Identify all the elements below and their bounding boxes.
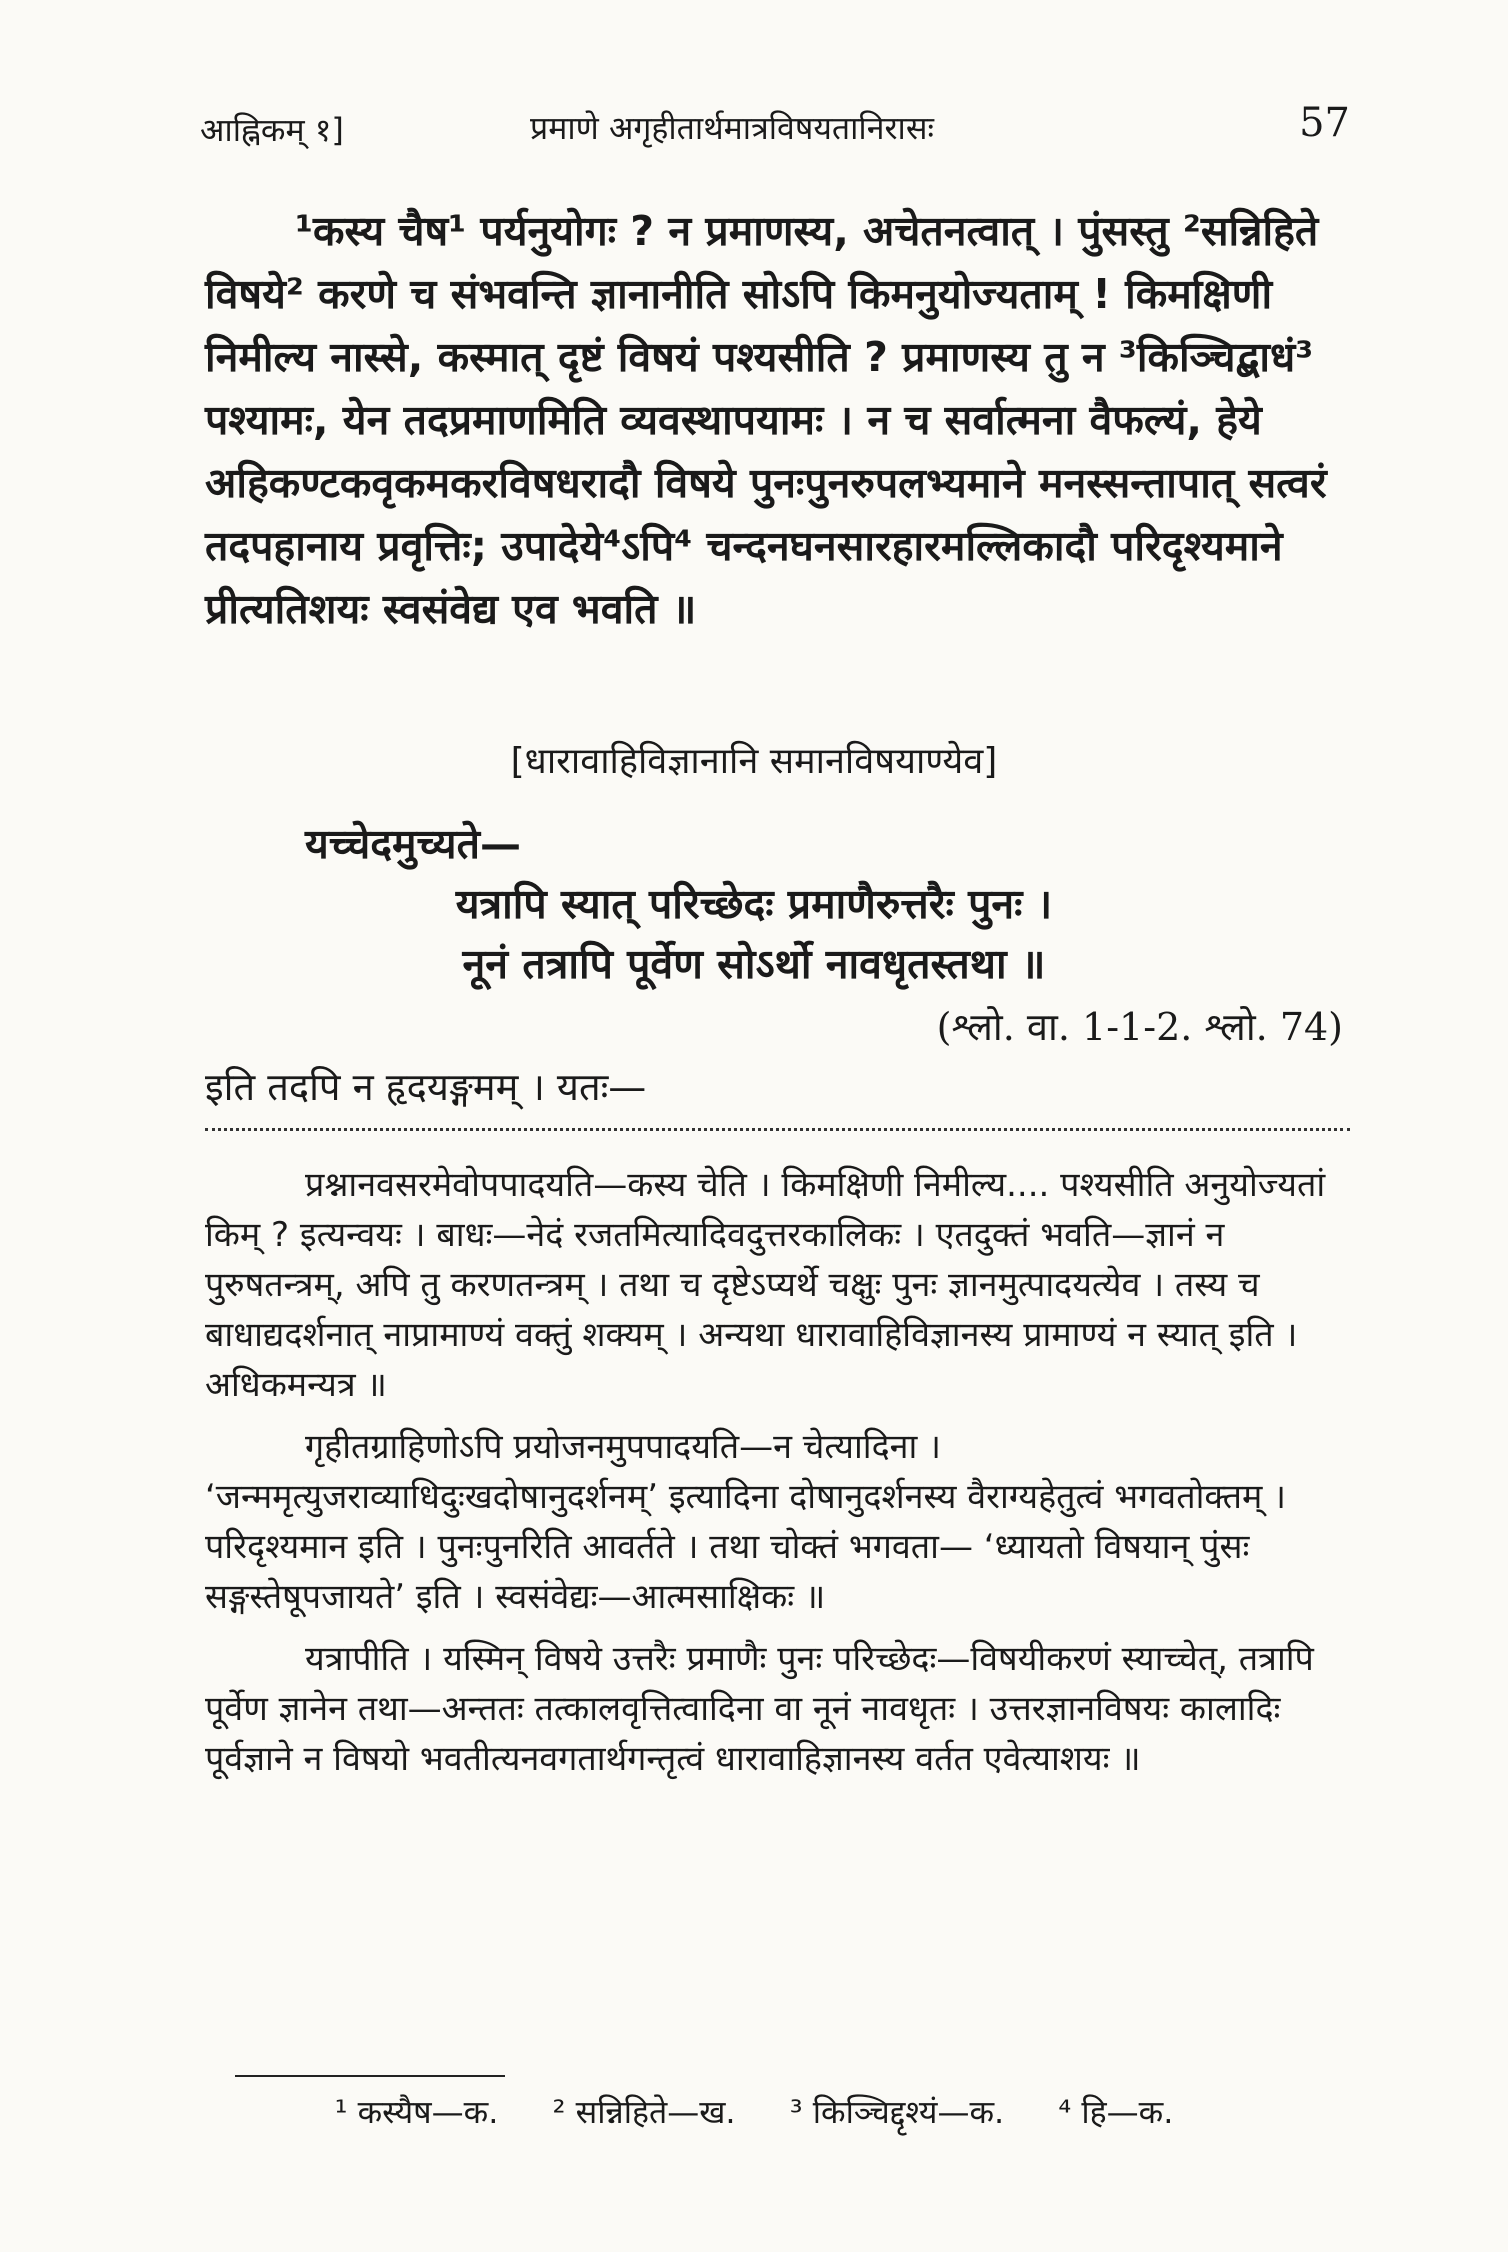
verse-line-1: यत्रापि स्यात् परिच्छेदः प्रमाणैरुत्तरैः पुनः । — [455, 880, 1053, 928]
header-chapter: आह्निकम् १] — [200, 111, 344, 149]
commentary-paragraph: गृहीतग्राहिणोऽपि प्रयोजनमुपपादयति—न चेत्यादिना । ‘जन्ममृत्युजराव्याधिदुःखदोषानुदर्शनम्’ इत्यादिना दोषानुदर्शनस्य वैराग्यहेतुत्वं भगवतोक्तम् । परिदृश्यमान इति । पुनःपुनरिति आवर्तते । तथा चोक्तं भगवता— ‘ध्यायतो विषयान् पुंसः सङ्गस्तेषूपजायते’ इति । स्वसंवेद्यः—आत्मसाक्षिकः ॥ — [205, 1427, 1287, 1617]
closing-line: इति तदपि न हृदयङ्गमम् । यतः— — [205, 1065, 647, 1109]
page-number: 57 — [1299, 100, 1350, 146]
verse-intro: यच्चेदमुच्यते— — [305, 820, 521, 868]
footnote: ⁴ हि—क. — [1058, 2093, 1174, 2131]
header-title: प्रमाणे अगृहीतार्थमात्रविषयतानिरासः — [530, 109, 934, 147]
footnote: ² सन्निहिते—ख. — [552, 2093, 736, 2131]
main-paragraph: ¹कस्य चैष¹ पर्यनुयोगः ? न प्रमाणस्य, अचेतनत्वात् । पुंसस्तु ²सन्निहिते विषये² करणे च संभवन्ति ज्ञानानीति सोऽपि किमनुयोज्यताम् ! किमक्षिणी निमील्य नास्से, कस्मात् दृष्टं विषयं पश्यसीति ? प्रमाणस्य तु न ³किञ्चिद्बाधं³ पश्यामः, येन तदप्रमाणमिति व्यवस्थापयामः । न च सर्वात्मना वैफल्यं, हेये अहिकण्टकवृकमकरविषधरादौ विषये पुनःपुनरुपलभ्यमाने मनस्सन्तापात् सत्वरं तदपहानाय प्रवृत्तिः; उपादेये⁴ऽपि⁴ चन्दनघनसारहारमल्लिकादौ परिदृश्यमाने प्रीत्यतिशयः स्वसंवेद्य एव भवति ॥ — [205, 207, 1327, 633]
footnote: ¹ कस्यैष—क. — [334, 2093, 499, 2131]
footnote-rule — [235, 2075, 505, 2077]
section-heading: [धारावाहिविज्ञानानि समानविषयाण्येव] — [510, 741, 998, 782]
verse-line-2: नूनं तत्रापि पूर्वेण सोऽर्थो नावधृतस्तथा ॥ — [462, 940, 1046, 988]
commentary-paragraph: प्रश्नानवसरमेवोपपादयति—कस्य चेति । किमक्षिणी निमील्य.... पश्यसीति अनुयोज्यतां किम् ? इत्यन्वयः । बाधः—नेदं रजतमित्यादिवदुत्तरकालिकः । एतदुक्तं भवति—ज्ञानं न पुरुषतन्त्रम्, अपि तु करणतन्त्रम् । तथा च दृष्टेऽप्यर्थे चक्षुः पुनः ज्ञानमुत्पादयत्येव । तस्य च बाधाद्यदर्शनात् नाप्रामाण्यं वक्तुं शक्यम् । अन्यथा धारावाहिविज्ञानस्य प्रामाण्यं न स्यात् इति । अधिकमन्यत्र ॥ — [205, 1165, 1326, 1405]
verse-citation: (श्लो. वा. 1-1-2. श्लो. 74) — [936, 1005, 1343, 1049]
footnote: ³ किञ्चिद्दृश्यं—क. — [789, 2093, 1005, 2131]
commentary-divider — [205, 1128, 1350, 1131]
running-header — [200, 100, 1350, 150]
main-text — [205, 200, 1345, 641]
commentary-paragraph: यत्रापीति । यस्मिन् विषये उत्तरैः प्रमाणैः पुनः परिच्छेदः—विषयीकरणं स्याच्चेत्, तत्रापि पूर्वेण ज्ञानेन तथा—अन्ततः तत्कालवृत्तित्वादिना वा नूनं नावधृतः । उत्तरज्ञानविषयः कालादिः पूर्वज्ञाने न विषयो भवतीत्यनवगतार्थगन्तृत्वं धारावाहिज्ञानस्य वर्तत एवेत्याशयः ॥ — [205, 1639, 1314, 1779]
commentary — [205, 1160, 1345, 1796]
footnotes — [0, 2090, 1508, 2133]
